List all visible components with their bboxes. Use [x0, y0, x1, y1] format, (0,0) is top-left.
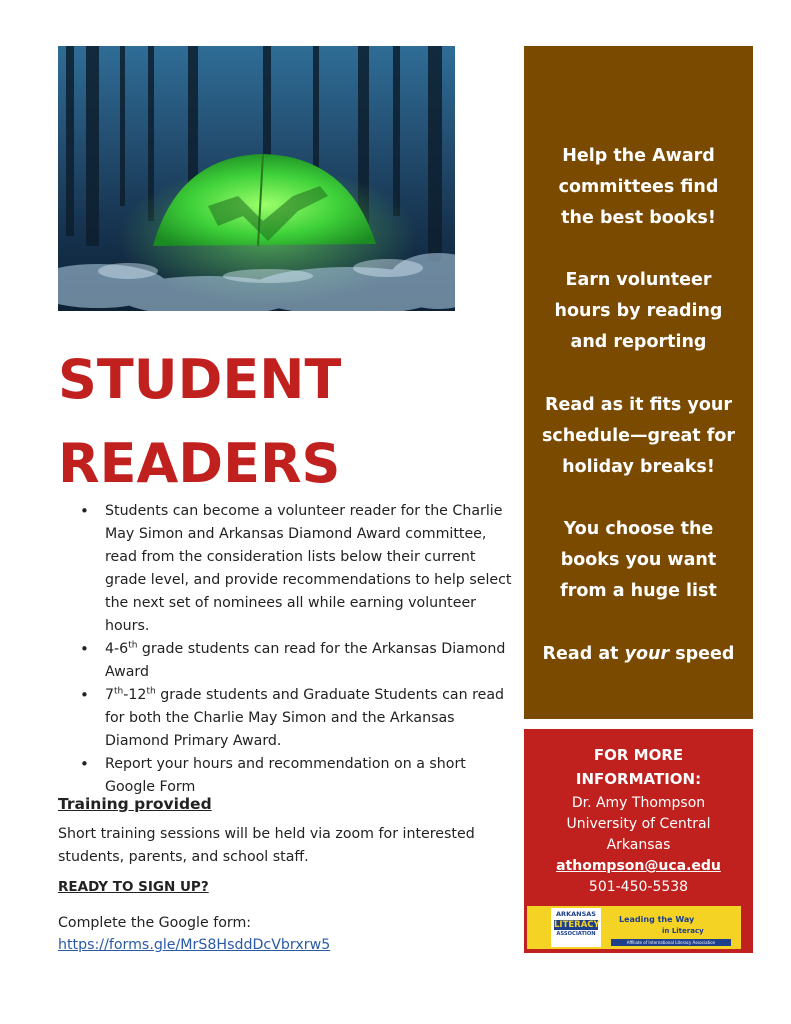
bullet-superscript: th: [128, 640, 138, 651]
bullet-text-mid: -12: [123, 687, 147, 703]
page-title: [58, 338, 341, 506]
benefit-schedule: Read as it fits your schedule—great for holiday breaks!: [541, 395, 736, 477]
bullet-text-post: grade students can read for the Arkansas Diamond Award: [105, 641, 506, 680]
arkansas-literacy-association-logo: [527, 906, 741, 949]
bullet-text: Students can become a volunteer reader for the Charlie May Simon and Arkansas Diamond Award committee, read from the consideration lists below their current grade level, and provide recommendations to help select the next set of nominees all while earning volunteer hours.: [105, 503, 512, 634]
list-item: [80, 500, 512, 638]
bullet-text-post: grade students and Graduate Students can read for both the Charlie May Simon and the Arkansas Diamond Primary Award.: [105, 687, 505, 749]
contact-panel: [524, 729, 753, 953]
info-bullet-list: [80, 500, 512, 799]
hero-image-tent-in-forest: [58, 46, 455, 311]
logo-tagline-1: Leading the Way: [619, 915, 695, 924]
list-item: [80, 684, 512, 753]
contact-heading: FOR MORE INFORMATION:: [575, 746, 702, 788]
contact-phone: 501-450-5538: [588, 879, 689, 895]
bullet-superscript: th: [114, 686, 124, 697]
title-line-1: STUDENT: [58, 348, 342, 411]
title-line-2: READERS: [58, 432, 341, 495]
speed-text-pre: Read at: [542, 644, 625, 664]
sidebar-benefits-panel: [524, 46, 753, 719]
bullet-text-pre: 4-6: [105, 641, 129, 657]
bullet-text-pre: 7: [105, 687, 115, 703]
contact-email-link[interactable]: athompson@uca.edu: [556, 858, 721, 874]
signup-heading: READY TO SIGN UP?: [58, 879, 209, 895]
logo-line-1: ARKANSAS: [556, 910, 596, 918]
speed-text-post: speed: [669, 644, 735, 664]
signup-text: Complete the Google form:: [58, 915, 252, 931]
training-text: Short training sessions will be held via zoom for interested students, parents, and school staff.: [58, 826, 475, 865]
tent-forest-illustration: [58, 46, 455, 311]
logo-line-3: ASSOCIATION: [556, 931, 596, 937]
google-form-link[interactable]: https://forms.gle/MrS8HsddDcVbrxrw5: [58, 937, 331, 953]
ala-logo-mark: [551, 908, 601, 947]
logo-tagline-2: in Literacy: [662, 927, 704, 935]
benefit-volunteer-hours: Earn volunteer hours by reading and reporting: [554, 270, 723, 352]
contact-details: Dr. Amy Thompson University of Central Arkansas: [566, 795, 711, 853]
benefit-award-committees: Help the Award committees find the best books!: [558, 146, 719, 228]
benefit-choose-books: You choose the books you want from a huge list: [560, 519, 717, 601]
training-heading: Training provided: [58, 795, 212, 813]
logo-affiliate-text: Affiliate of International Literacy Association: [611, 939, 731, 946]
bullet-superscript: th: [146, 686, 156, 697]
benefit-speed: [524, 639, 753, 670]
list-item: [80, 753, 512, 799]
logo-line-2: LITERACY: [554, 919, 600, 930]
list-item: [80, 638, 512, 684]
bullet-text: Report your hours and recommendation on a short Google Form: [105, 756, 466, 795]
speed-text-emphasis: your: [624, 644, 670, 664]
